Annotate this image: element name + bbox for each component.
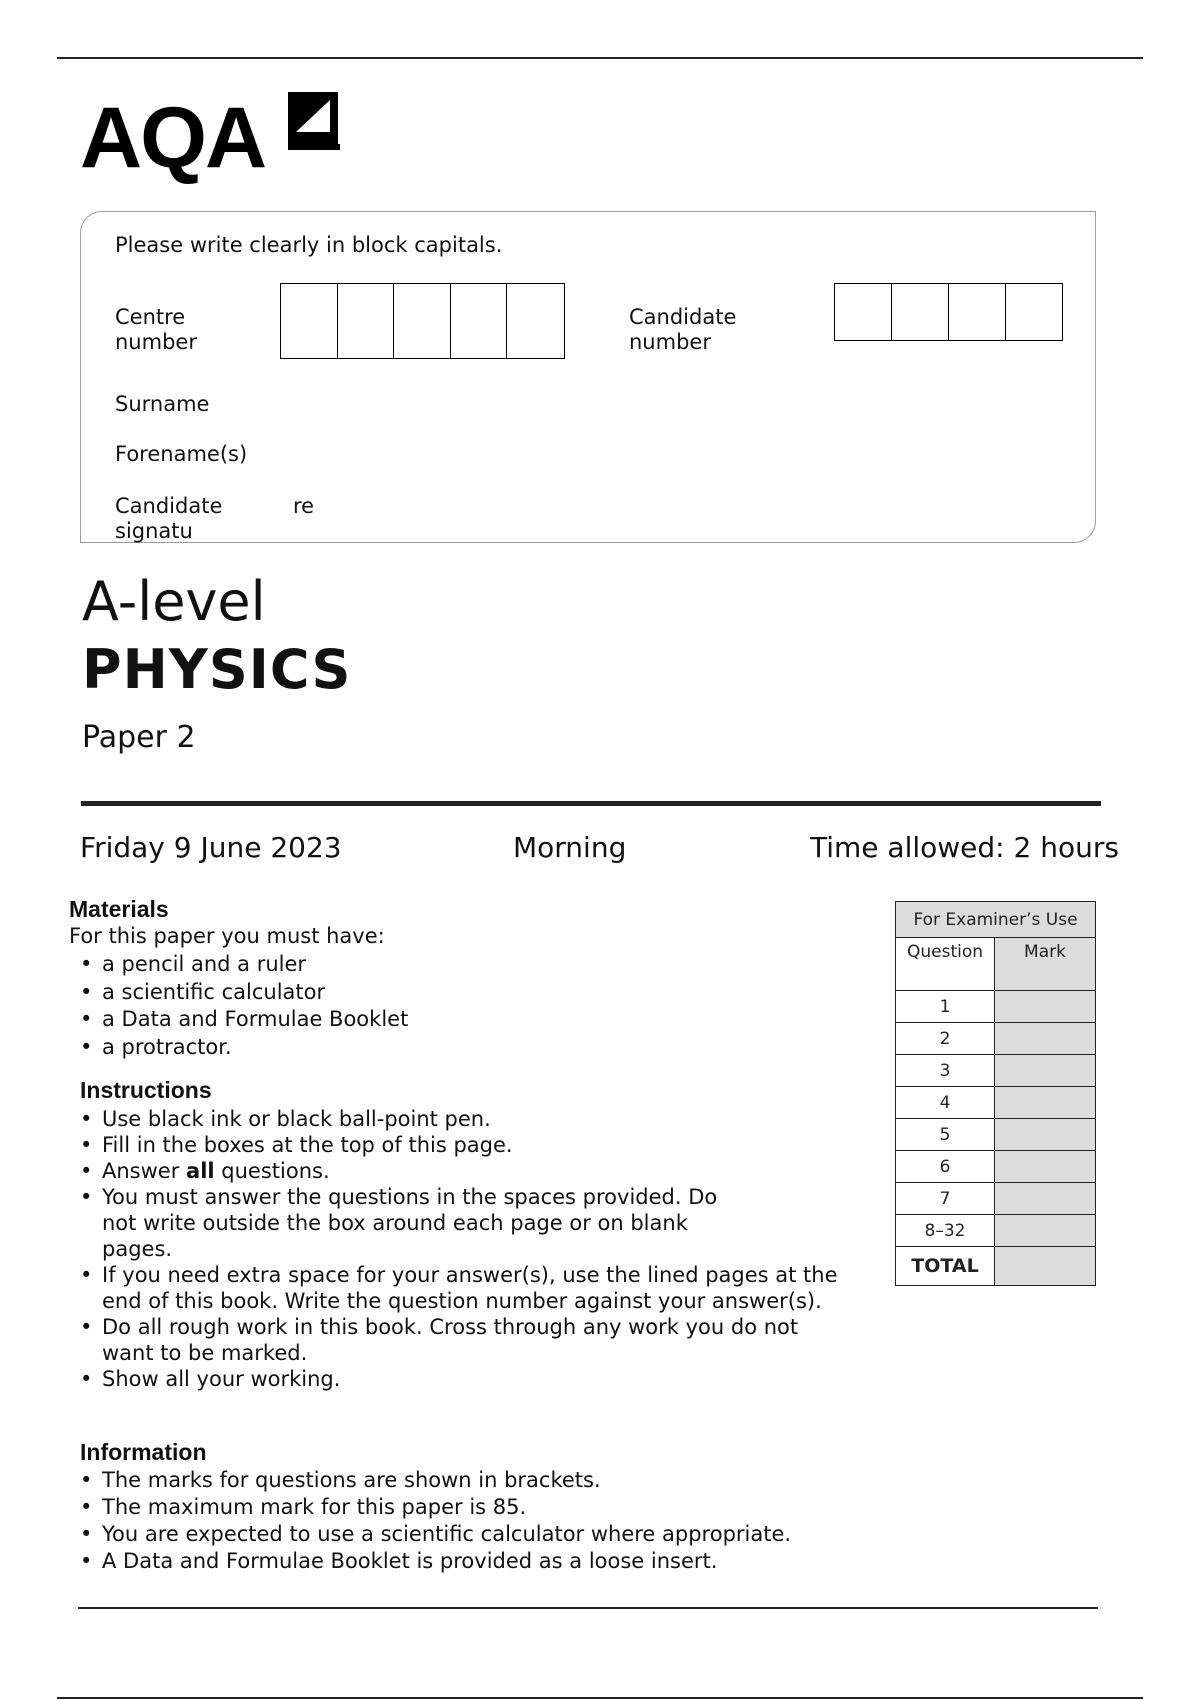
question-number: 5 xyxy=(896,1119,995,1151)
materials-heading: Materials xyxy=(69,896,169,922)
candidate-number-boxes[interactable] xyxy=(834,283,1063,341)
list-item: • You are expected to use a scientific calculator where appropriate. xyxy=(78,1521,878,1548)
list-item: • a pencil and a ruler xyxy=(78,951,778,979)
centre-number-label: Centre number xyxy=(115,305,197,354)
aqa-flag-icon xyxy=(284,90,340,150)
question-number: 6 xyxy=(896,1151,995,1183)
list-item: • You must answer the questions in the spaces provided. Do not write outside the box around each page or on blank pages. xyxy=(78,1184,752,1262)
list-item: • a scientific calculator xyxy=(78,979,778,1007)
signature-label: Candidate signatu xyxy=(115,494,223,543)
signature-label-fragment: re xyxy=(293,494,315,518)
question-number: 3 xyxy=(896,1055,995,1087)
list-item: • If you need extra space for your answer(s), use the lined pages at the end of this book. Write the question number against your answer(s). xyxy=(78,1262,842,1314)
title-divider xyxy=(81,801,1101,806)
total-label: TOTAL xyxy=(896,1247,995,1286)
list-item: • The maximum mark for this paper is 85. xyxy=(78,1494,878,1521)
materials-intro: For this paper you must have: xyxy=(69,924,385,948)
examiner-use-table xyxy=(895,901,1096,1286)
information-list xyxy=(78,1467,878,1575)
aqa-logo xyxy=(80,88,350,188)
mark-cell xyxy=(995,1151,1096,1183)
centre-number-digit[interactable] xyxy=(450,283,506,359)
column-header-question: Question xyxy=(896,938,995,991)
exam-session: Morning xyxy=(513,831,627,864)
question-number: 1 xyxy=(896,991,995,1023)
total-mark-cell xyxy=(995,1247,1096,1286)
candidate-number-label: Candidate number xyxy=(629,305,737,354)
mark-cell xyxy=(995,1215,1096,1247)
content-bottom-rule xyxy=(78,1607,1098,1609)
block-capitals-instruction: Please write clearly in block capitals. xyxy=(115,233,503,257)
qualification-level: A-level xyxy=(82,570,266,633)
mark-cell xyxy=(995,1023,1096,1055)
exam-date: Friday 9 June 2023 xyxy=(80,831,342,864)
instructions-list xyxy=(78,1106,848,1392)
mark-cell xyxy=(995,991,1096,1023)
centre-number-digit[interactable] xyxy=(337,283,393,359)
list-item: • Use black ink or black ball-point pen. xyxy=(78,1106,848,1132)
list-item: • The marks for questions are shown in brackets. xyxy=(78,1467,878,1494)
mark-cell xyxy=(995,1087,1096,1119)
column-header-mark: Mark xyxy=(995,938,1096,991)
list-item: • a Data and Formulae Booklet xyxy=(78,1006,778,1034)
information-heading: Information xyxy=(80,1439,207,1465)
surname-label: Surname xyxy=(115,392,210,416)
list-item: • Answer all questions. xyxy=(78,1158,848,1184)
mark-cell xyxy=(995,1183,1096,1215)
list-item: • Fill in the boxes at the top of this page. xyxy=(78,1132,848,1158)
list-item: • A Data and Formulae Booklet is provided as a loose insert. xyxy=(78,1548,878,1575)
list-item: • a protractor. xyxy=(78,1034,778,1062)
candidate-details-box xyxy=(80,211,1096,543)
instructions-heading: Instructions xyxy=(80,1077,212,1103)
candidate-number-digit[interactable] xyxy=(948,283,1005,341)
logo-text: AQA xyxy=(80,90,266,186)
list-item: • Show all your working. xyxy=(78,1366,848,1392)
centre-number-boxes[interactable] xyxy=(280,283,565,359)
question-number: 8–32 xyxy=(896,1215,995,1247)
top-rule xyxy=(57,57,1143,59)
subject-title: PHYSICS xyxy=(82,638,352,701)
mark-cell xyxy=(995,1055,1096,1087)
question-number: 2 xyxy=(896,1023,995,1055)
centre-number-digit[interactable] xyxy=(280,283,337,359)
page-bottom-rule xyxy=(57,1697,1143,1699)
candidate-number-digit[interactable] xyxy=(834,283,891,341)
mark-cell xyxy=(995,1119,1096,1151)
question-number: 4 xyxy=(896,1087,995,1119)
list-item: • Do all rough work in this book. Cross through any work you do not want to be marked. xyxy=(78,1314,822,1366)
centre-number-digit[interactable] xyxy=(506,283,565,359)
time-allowed: Time allowed: 2 hours xyxy=(810,831,1119,864)
examiner-table-title: For Examiner’s Use xyxy=(896,902,1096,938)
forenames-label: Forename(s) xyxy=(115,442,248,466)
question-number: 7 xyxy=(896,1183,995,1215)
materials-list xyxy=(78,951,778,1061)
paper-number: Paper 2 xyxy=(82,720,196,755)
centre-number-digit[interactable] xyxy=(393,283,450,359)
candidate-number-digit[interactable] xyxy=(1005,283,1063,341)
candidate-number-digit[interactable] xyxy=(891,283,948,341)
